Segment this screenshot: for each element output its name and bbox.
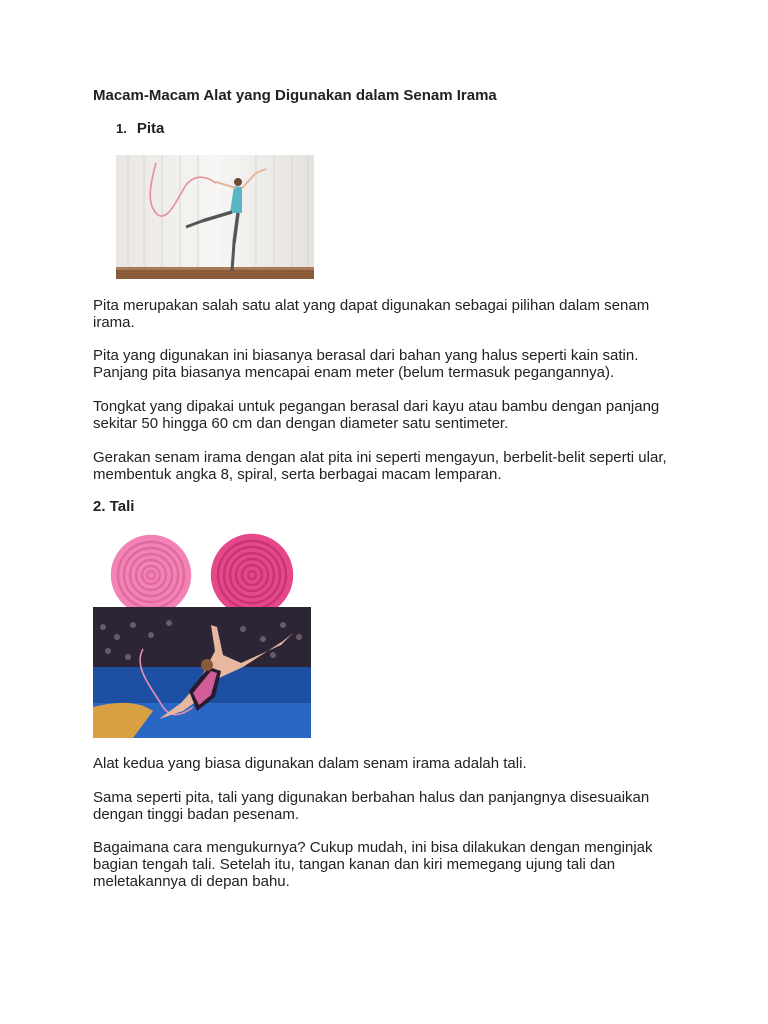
paragraph: Alat kedua yang biasa digunakan dalam senam irama adalah tali. bbox=[93, 755, 527, 772]
paragraph: Bagaimana cara mengukurnya? Cukup mudah, ini bisa dilakukan dengan menginjak bagian tengah tali. Setelah itu, tangan kanan dan kiri memegang ujung tali dan meletakannya di depan bahu. bbox=[93, 839, 653, 890]
list-number: 1. bbox=[116, 121, 127, 136]
paragraph: Sama seperti pita, tali yang digunakan berbahan halus dan panjangnya disesuaikan dengan tinggi badan pesenam. bbox=[93, 789, 650, 823]
rope-gymnast-image bbox=[93, 607, 311, 738]
ribbon-gymnast-image bbox=[116, 155, 314, 279]
document-title: Macam-Macam Alat yang Digunakan dalam Senam Irama bbox=[93, 87, 497, 104]
rope-coils-image bbox=[93, 530, 311, 608]
paragraph: Pita yang digunakan ini biasanya berasal dari bahan yang halus seperti kain satin. Panjang pita biasanya mencapai enam meter (belum termasuk pegangannya). bbox=[93, 347, 639, 381]
paragraph: Tongkat yang dipakai untuk pegangan berasal dari kayu atau bambu dengan panjang sekitar 50 hingga 60 cm dan dengan diameter satu sentimeter. bbox=[93, 398, 660, 432]
section-heading-label: Pita bbox=[136, 120, 165, 137]
paragraph: Gerakan senam irama dengan alat pita ini seperti mengayun, berbelit-belit seperti ular, membentuk angka 8, spiral, serta berbagai macam lemparan. bbox=[93, 449, 667, 483]
section-heading-tali: 2. Tali bbox=[93, 498, 135, 515]
section-heading-pita bbox=[116, 120, 164, 137]
paragraph: Pita merupakan salah satu alat yang dapat digunakan sebagai pilihan dalam senam irama. bbox=[93, 297, 650, 331]
